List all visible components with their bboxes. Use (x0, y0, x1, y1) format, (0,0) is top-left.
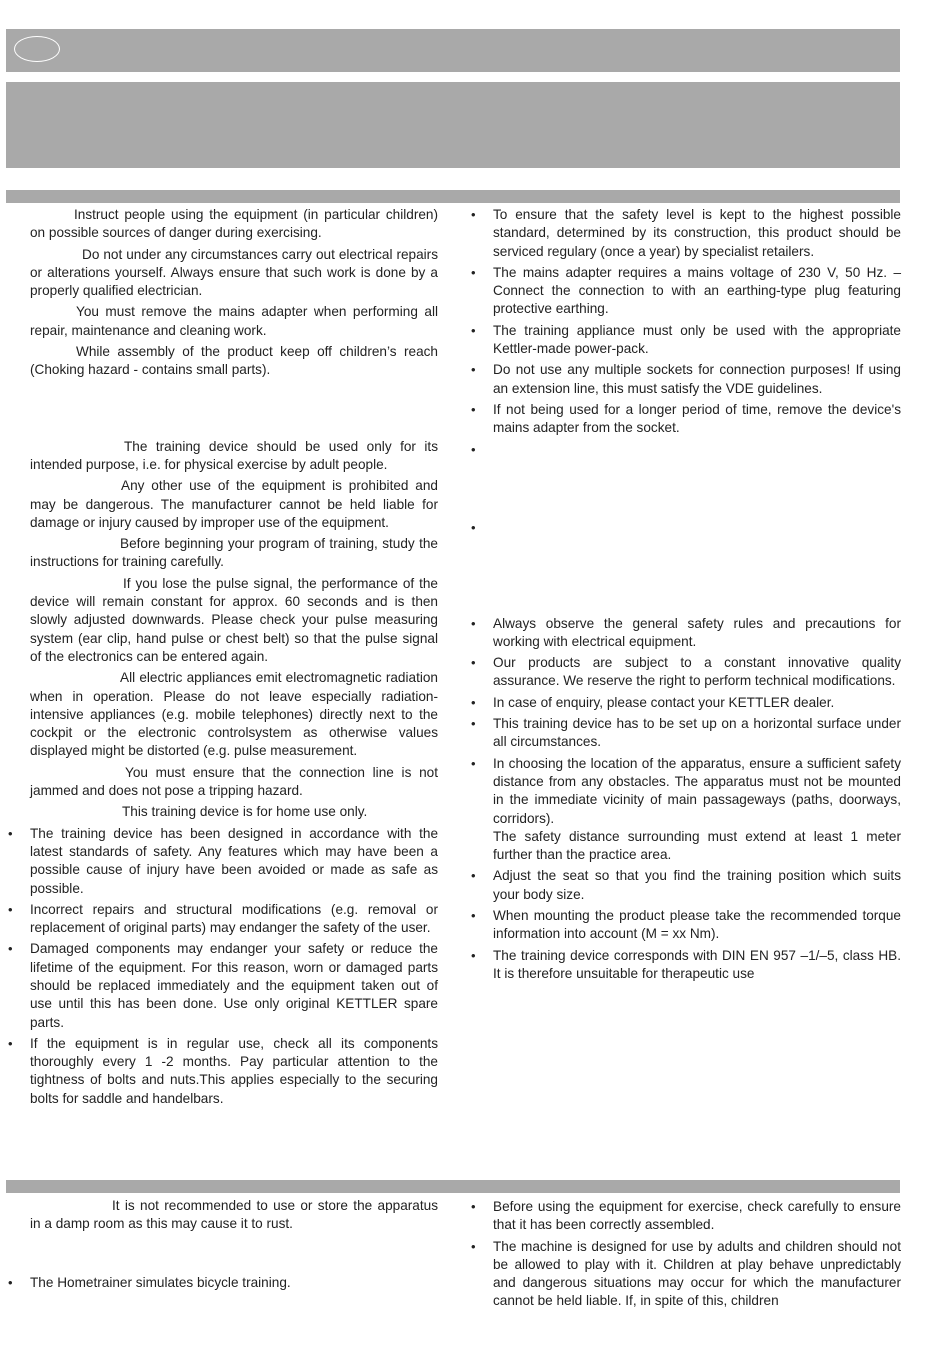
safety-paragraph: Instruct people using the equipment (in particular children) on possible sources of danger during exercising. (30, 207, 438, 241)
bullet-icon: • (471, 868, 476, 884)
bullet-icon: • (471, 947, 476, 963)
safety-paragraph: The training device should be used only for its intended purpose, i.e. for physical exercise by adult people. (30, 438, 438, 472)
bullet-icon: • (8, 901, 13, 917)
safety-paragraph: Do not under any circumstances carry out electrical repairs or alterations yourself. Always ensure that such work is done by a properly qualified electrician. (30, 246, 438, 299)
bullet-icon: • (8, 825, 13, 841)
bullet-icon: • (471, 716, 476, 732)
list-item: • To ensure that the safety level is kept to the highest possible standard, determined by its construction, this product should be serviced regulary (once a year) by specialist retailers. (471, 207, 901, 259)
bullet-icon: • (8, 1035, 13, 1051)
bullet-icon: • (471, 655, 476, 671)
safety-paragraph: If you lose the pulse signal, the performance of the device will remain constant for approx. 60 seconds and is then slowly adjusted downwards. Please check your pulse measuring system (ear clip, hand pulse or chest belt) so that the pulse signal of the electronics can be entered again. (30, 575, 438, 664)
bullet-icon: • (471, 441, 476, 457)
safety-paragraph: You must ensure that the connection line is not jammed and does not pose a tripping hazard. (30, 764, 438, 799)
bullet-icon: • (471, 322, 476, 338)
list-item-continuation: The safety distance surrounding must extend at least 1 meter further than the practice area. (493, 828, 901, 863)
empty-list-item (471, 519, 901, 615)
list-item: • The mains adapter requires a mains voltage of 230 V, 50 Hz. – Connect the connection to with an earthing-type plug featuring protective earthing. (471, 264, 901, 317)
bullet-icon: • (471, 519, 476, 535)
bullet-icon: • (471, 264, 476, 280)
list-item: • Adjust the seat so that you find the training position which suits your body size. (471, 868, 901, 902)
bottom-right-column (471, 1198, 901, 1311)
bullet-icon: • (471, 1199, 476, 1214)
safety-paragraph: While assembly of the product keep off children’s reach (Choking hazard - contains small parts). (30, 344, 438, 378)
list-item: • If not being used for a longer period of time, remove the device's mains adapter from the socket. (471, 401, 901, 436)
list-item: • Damaged components may endanger your safety or reduce the lifetime of the equipment. For this reason, worn or damaged parts should be replaced immediately and the equipment taken out of use until this has been done. Use only original KETTLER spare parts. (8, 941, 438, 1030)
list-item: • Incorrect repairs and structural modifications (e.g. removal or replacement of original parts) may endanger the safety of the user. (8, 901, 438, 936)
safety-paragraph: This training device is for home use only. (122, 804, 368, 820)
list-item: • This training device has to be set up on a horizontal surface under all circumstances. (471, 716, 901, 750)
title-block (6, 82, 900, 168)
empty-list-item (471, 441, 901, 519)
safety-paragraph: Any other use of the equipment is prohibited and may be dangerous. The manufacturer cannot be held liable for damage or injury caused by improper use of the equipment. (30, 478, 438, 530)
bullet-icon: • (8, 941, 13, 957)
bottom-left-column (8, 1197, 438, 1292)
header-bar (6, 29, 900, 72)
safety-paragraph: Before beginning your program of training, study the instructions for training carefully. (30, 536, 438, 570)
bullet-icon: • (471, 1238, 476, 1254)
list-item: • Do not use any multiple sockets for connection purposes! If using an extension line, this must satisfy the VDE guidelines. (471, 362, 901, 396)
list-item: • The Hometrainer simulates bicycle training. (30, 1274, 438, 1292)
list-item: • The machine is designed for use by adults and children should not be allowed to play with it. Children at play behave unpredictably and dangerous situations may occur for which the manufacturer cannot be held liable. If, in spite of this, children (471, 1238, 901, 1309)
list-item: • The training device corresponds with DIN EN 957 –1/–5, class HB. It is therefore unsuitable for therapeutic use (471, 947, 901, 981)
list-item: • In choosing the location of the apparatus, ensure a sufficient safety distance from any obstacles. The apparatus must not be mounted in the immediate vicinity of main passageways (paths, doorways, corridors). (471, 755, 901, 826)
bullet-icon: • (8, 1274, 13, 1290)
list-item: • Always observe the general safety rules and precautions for working with electrical equipment. (471, 615, 901, 649)
section-divider-safety (6, 190, 900, 203)
bullet-icon: • (471, 908, 476, 924)
bullet-icon: • (471, 615, 476, 631)
list-item: • In case of enquiry, please contact your KETTLER dealer. (493, 694, 901, 712)
language-badge (14, 36, 60, 62)
list-item: • Before using the equipment for exercise, check carefully to ensure that it has been correctly assembled. (471, 1199, 901, 1233)
list-item: • The training device has been designed in accordance with the latest standards of safety. Any features which may have been a possible cause of injury have been avoided or made as safe as possible. (8, 825, 438, 896)
list-item: • If the equipment is in regular use, check all its components thoroughly every 1 -2 months. Pay particular attention to the tightness of bolts and nuts.This applies especially to the securing bolts for saddle and handelbars. (8, 1035, 438, 1106)
bullet-icon: • (471, 401, 476, 417)
right-column (471, 206, 901, 986)
bullet-icon: • (471, 207, 476, 222)
list-item: • The training appliance must only be used with the appropriate Kettler-made power-pack. (471, 322, 901, 357)
bullet-icon: • (471, 755, 476, 771)
bullet-icon: • (471, 362, 476, 378)
section-divider-usage (6, 1180, 900, 1193)
safety-paragraph: All electric appliances emit electromagnetic radiation when in operation. Please do not leave especially radiation-intensive appliances (e.g. mobile telephones) directly next to the cockpit or the electronic controlsystem as otherwise values displayed might be distorted (e.g. pulse measurement. (30, 670, 438, 759)
safety-paragraph: You must remove the mains adapter when performing all repair, maintenance and cleaning work. (30, 304, 438, 338)
left-column (8, 206, 438, 1111)
list-item: • Our products are subject to a constant innovative quality assurance. We reserve the right to perform technical modifications. (471, 655, 901, 689)
list-item: • When mounting the product please take the recommended torque information into account (M = xx Nm). (471, 908, 901, 942)
usage-paragraph: It is not recommended to use or store the apparatus in a damp room as this may cause it to rust. (30, 1198, 438, 1232)
bullet-icon: • (471, 694, 476, 710)
